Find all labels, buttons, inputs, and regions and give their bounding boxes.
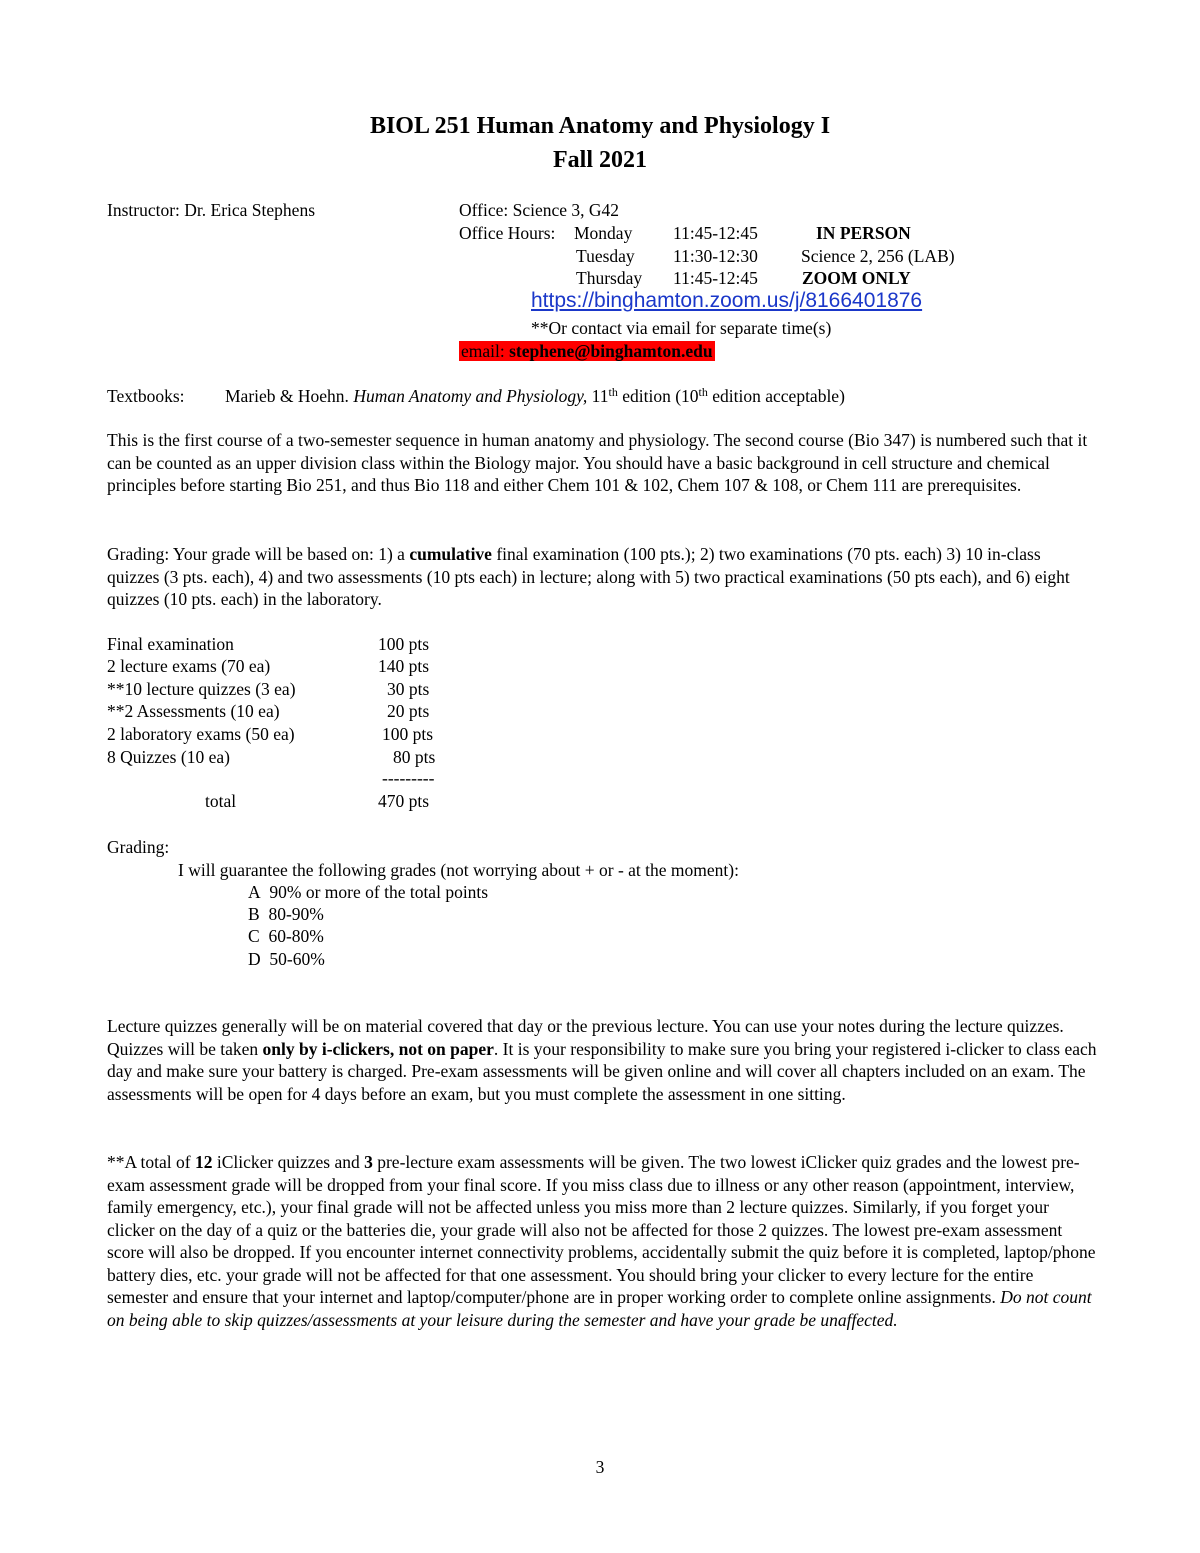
grade-scale-intro: I will guarantee the following grades (not worrying about + or - at the moment):	[178, 860, 739, 880]
points-value: 100 pts	[382, 724, 434, 744]
document-term: Fall 2021	[553, 147, 647, 173]
policy-text-1: **A total of	[107, 1152, 195, 1172]
office-hours-time: 11:45-12:45	[673, 268, 758, 288]
office-hours-mode: ZOOM ONLY	[802, 268, 911, 288]
office-hours-label: Office Hours:	[459, 223, 556, 243]
office-hours-mode: Science 2, 256 (LAB)	[801, 246, 955, 266]
points-item: 2 lecture exams (70 ea)	[107, 656, 271, 676]
email-address[interactable]: stephene@binghamton.edu	[509, 341, 713, 361]
email-line	[459, 340, 715, 363]
grade-range: 60-80%	[268, 926, 324, 946]
points-total-value: 470 pts	[378, 791, 430, 811]
points-item: 2 laboratory exams (50 ea)	[107, 724, 295, 744]
grade-range: 90% or more of the total points	[269, 882, 489, 902]
office-hours-day: Tuesday	[576, 246, 635, 266]
grade-range: 80-90%	[268, 904, 324, 924]
textbook-edition-number: 11	[591, 386, 609, 406]
grade-letter: A	[248, 882, 261, 902]
course-intro: This is the first course of a two-semester sequence in human anatomy and physiology. The second course (Bio 347) is numbered such that it can be counted as an upper division class within the Biology major. You should have a basic background in cell structure and chemical principles before starting Bio 251, and thus Bio 118 and either Chem 101 & 102, Chem 107 & 108, or Chem 111 are prerequisites.	[107, 430, 1088, 495]
policy-quiz-count: 12	[194, 1152, 213, 1172]
points-item: Final examination	[107, 634, 234, 654]
points-item: 8 Quizzes (10 ea)	[107, 747, 230, 767]
points-value: 100 pts	[378, 634, 430, 654]
points-item: **10 lecture quizzes (3 ea)	[107, 679, 296, 699]
grade-row	[248, 948, 325, 971]
page-number: 3	[595, 1457, 605, 1477]
email-label: email:	[461, 341, 505, 361]
grade-row	[248, 881, 488, 904]
lecture-quiz-policy	[107, 1015, 1097, 1105]
policy-warning: Do not count on being able to skip quizzes/assessments at your leisure during the semester and have your grade be unaffected.	[107, 1287, 1092, 1330]
grade-range: 50-60%	[269, 949, 325, 969]
textbook-edition-text: edition (10	[622, 386, 699, 406]
points-value: 30 pts	[387, 679, 430, 699]
office-hours-time: 11:45-12:45	[673, 223, 758, 243]
policy-text-2: iClicker quizzes and	[212, 1152, 365, 1172]
points-value: 20 pts	[387, 701, 430, 721]
policy-assessment-count: 3	[364, 1152, 373, 1172]
contact-note: **Or contact via email for separate time(s)	[531, 318, 832, 338]
document-title: BIOL 251 Human Anatomy and Physiology I	[369, 113, 831, 139]
grade-scale-heading: Grading:	[107, 837, 170, 857]
textbook-authors: Marieb & Hoehn.	[225, 386, 349, 406]
points-total-label: total	[205, 791, 237, 811]
grading-text-end: final examination (100 pts.); 2) two examinations (70 pts. each) 3) 10 in-class quizzes (3 pts. each), 4) and two assessments (10 pts each) in lecture; along with 5) two practical examinations (50 pts each), and 6) eight quizzes (10 pts. each) in the laboratory.	[107, 544, 1070, 609]
textbook-edition-suffix-alt: th	[698, 385, 708, 399]
instructor-name: Instructor: Dr. Erica Stephens	[107, 200, 316, 220]
grade-row	[248, 925, 324, 948]
points-value: 140 pts	[378, 656, 430, 676]
textbook-title: Human Anatomy and Physiology,	[353, 386, 588, 406]
grading-text-start: Grading: Your grade will be based on: 1) a	[107, 544, 410, 564]
points-item: **2 Assessments (10 ea)	[107, 701, 280, 721]
drop-policy	[107, 1151, 1097, 1331]
grading-description	[107, 543, 1097, 611]
quiz-text-end: . It is your responsibility to make sure you bring your registered i-clicker to class each day and make sure your battery is charged. Pre-exam assessments will be given online and will cover all chapters included on an exam. The assessments will be open for 4 days before an exam, but you must complete the assessment in one sitting.	[107, 1038, 1097, 1104]
textbooks-label: Textbooks:	[107, 386, 185, 406]
quiz-clicker-only: only by i-clickers, not on paper	[262, 1038, 494, 1059]
grade-row	[248, 903, 324, 926]
points-value: 80 pts	[393, 747, 436, 767]
office-hours-mode: IN PERSON	[816, 223, 911, 243]
points-divider: ---------	[382, 768, 435, 788]
textbook-citation	[225, 385, 845, 408]
office-hours-day: Thursday	[576, 268, 643, 288]
grade-letter: C	[248, 926, 260, 946]
textbook-edition-suffix: th	[608, 385, 618, 399]
grade-letter: D	[248, 949, 261, 969]
zoom-link[interactable]: https://binghamton.zoom.us/j/8166401876	[531, 289, 923, 312]
office-location: Office: Science 3, G42	[459, 200, 620, 220]
office-hours-day: Monday	[574, 223, 633, 243]
grading-cumulative: cumulative	[409, 544, 492, 564]
office-hours-time: 11:30-12:30	[673, 246, 758, 266]
textbook-edition-tail: edition acceptable)	[712, 386, 845, 406]
policy-text-3: pre-lecture exam assessments will be given. The two lowest iClicker quiz grades and the lowest pre-exam assessment grade will be dropped from your final score. If you miss class due to illness or any other reason (appointment, interview, family emergency, etc.), your final grade will not be affected unless you miss more than 2 lecture quizzes. Similarly, if you forget your clicker on the day of a quiz or the batteries die, your grade will also not be affected for those 2 quizzes. The lowest pre-exam assessment score will also be dropped. If you encounter internet connectivity problems, accidentally submit the quiz before it is completed, laptop/phone battery dies, etc. your grade will not be affected for that one assessment. You should bring your clicker to every lecture for the entire semester and ensure that your internet and laptop/computer/phone are in proper working order to complete online assignments.	[107, 1152, 1096, 1307]
grade-letter: B	[248, 904, 260, 924]
quiz-text-start: Lecture quizzes generally will be on material covered that day or the previous lecture. You can use your notes during the lecture quizzes. Quizzes will be taken	[107, 1016, 1064, 1059]
